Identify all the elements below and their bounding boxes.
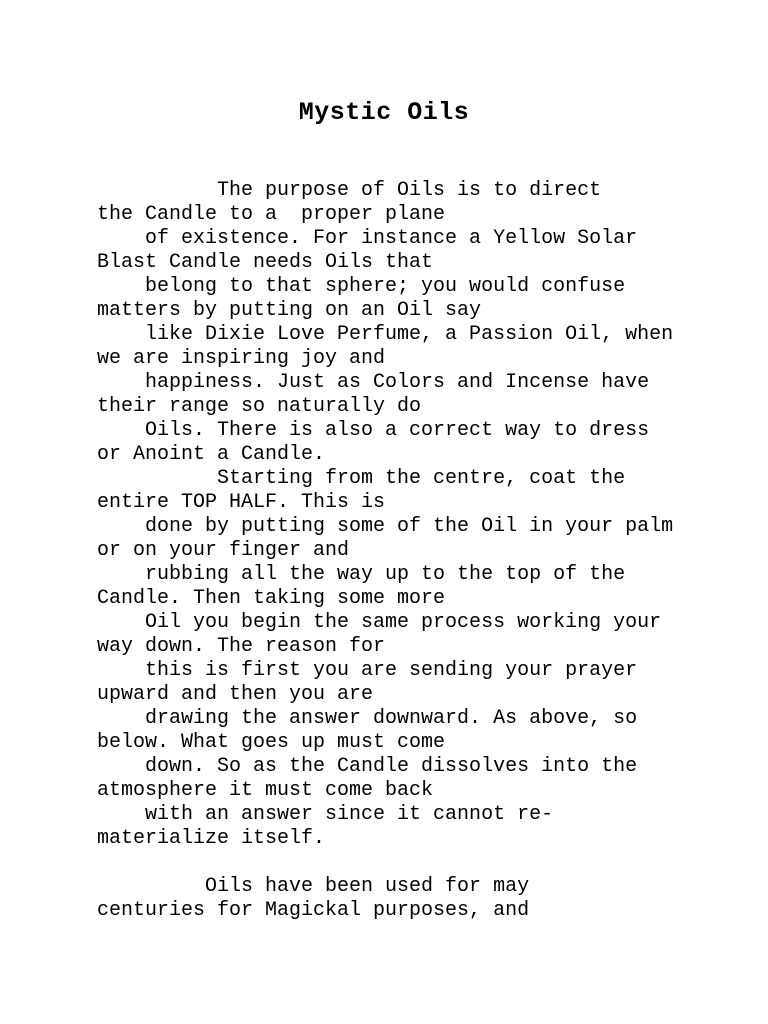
body-line: Starting from the centre, coat the xyxy=(97,467,626,490)
body-line: done by putting some of the Oil in your palm xyxy=(97,515,674,538)
body-line: rubbing all the way up to the top of the xyxy=(97,563,626,586)
body-line: Oils. There is also a correct way to dress xyxy=(97,419,650,442)
body-line: below. What goes up must come xyxy=(97,731,446,754)
body-line: atmosphere it must come back xyxy=(97,779,434,802)
document-body xyxy=(97,179,757,923)
body-line: drawing the answer downward. As above, so xyxy=(97,707,638,730)
body-line: this is first you are sending your prayer xyxy=(97,659,638,682)
body-line: entire TOP HALF. This is xyxy=(97,491,386,514)
body-line: the Candle to a proper plane xyxy=(97,203,446,226)
body-line: matters by putting on an Oil say xyxy=(97,299,482,322)
body-line: The purpose of Oils is to direct xyxy=(97,179,602,202)
body-line: Oils have been used for may xyxy=(97,875,530,898)
body-line: happiness. Just as Colors and Incense have xyxy=(97,371,650,394)
body-line: centuries for Magickal purposes, and xyxy=(97,899,530,922)
body-line: or Anoint a Candle. xyxy=(97,443,326,466)
blank-line xyxy=(97,851,757,875)
body-line: materialize itself. xyxy=(97,827,326,850)
body-line: or on your finger and xyxy=(97,539,350,562)
body-line: Oil you begin the same process working your xyxy=(97,611,662,634)
body-line: we are inspiring joy and xyxy=(97,347,386,370)
body-line: belong to that sphere; you would confuse xyxy=(97,275,626,298)
body-line: upward and then you are xyxy=(97,683,374,706)
body-line: of existence. For instance a Yellow Solar xyxy=(97,227,638,250)
body-line: their range so naturally do xyxy=(97,395,422,418)
body-line: way down. The reason for xyxy=(97,635,386,658)
document-title: Mystic Oils xyxy=(298,98,470,127)
body-line: Blast Candle needs Oils that xyxy=(97,251,434,274)
body-line: down. So as the Candle dissolves into the xyxy=(97,755,638,778)
body-line: with an answer since it cannot re- xyxy=(97,803,554,826)
body-line: like Dixie Love Perfume, a Passion Oil, when xyxy=(97,323,674,346)
body-line: Candle. Then taking some more xyxy=(97,587,446,610)
